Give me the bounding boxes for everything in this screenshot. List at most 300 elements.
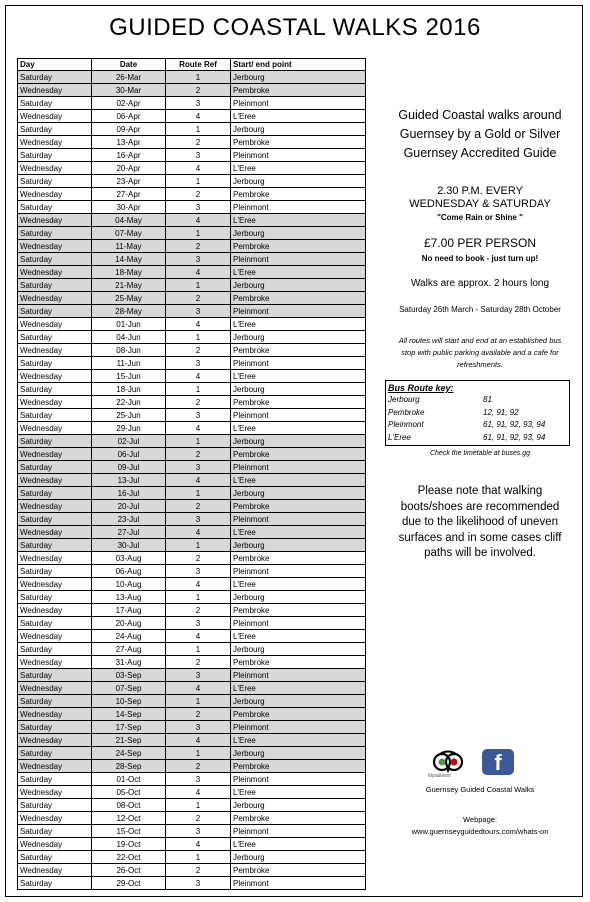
cell-route-ref: 4 [166, 682, 231, 695]
cell-start-end-point: Pleinmont [231, 97, 366, 110]
table-row [18, 773, 366, 786]
facebook-page-name: Guernsey Guided Coastal Walks [425, 785, 535, 794]
cell-start-end-point: Jerbourg [231, 539, 366, 552]
cell-start-end-point: Pembroke [231, 760, 366, 773]
table-row [18, 253, 366, 266]
cell-day: Saturday [18, 877, 92, 890]
cell-date: 27-Aug [92, 643, 166, 656]
cell-day: Saturday [18, 383, 92, 396]
facebook-icon[interactable]: f [482, 749, 514, 775]
cell-route-ref: 1 [166, 643, 231, 656]
table-row [18, 747, 366, 760]
cell-route-ref: 4 [166, 370, 231, 383]
cell-day: Saturday [18, 565, 92, 578]
cell-route-ref: 4 [166, 266, 231, 279]
table-row [18, 812, 366, 825]
cell-start-end-point: Pleinmont [231, 513, 366, 526]
table-row [18, 721, 366, 734]
cell-day: Wednesday [18, 136, 92, 149]
table-row [18, 474, 366, 487]
cell-start-end-point: Pembroke [231, 500, 366, 513]
routes-note-line: All routes will start and end at an established bus [398, 336, 562, 345]
cell-date: 04-May [92, 214, 166, 227]
cell-route-ref: 1 [166, 175, 231, 188]
table-row [18, 123, 366, 136]
no-booking-note: No need to book - just turn up! [421, 254, 539, 263]
intro-line: Guernsey by a Gold or Silver [399, 127, 561, 141]
cell-day: Saturday [18, 357, 92, 370]
cell-route-ref: 2 [166, 292, 231, 305]
cell-route-ref: 2 [166, 84, 231, 97]
cell-date: 03-Aug [92, 552, 166, 565]
table-row [18, 84, 366, 97]
cell-day: Wednesday [18, 682, 92, 695]
page-title: GUIDED COASTAL WALKS 2016 [109, 14, 481, 41]
cell-route-ref: 1 [166, 383, 231, 396]
cell-day: Wednesday [18, 188, 92, 201]
cell-day: Wednesday [18, 84, 92, 97]
cell-route-ref: 2 [166, 240, 231, 253]
cell-start-end-point: Pleinmont [231, 721, 366, 734]
header-day: Day [18, 59, 92, 71]
route-buses: 12, 91, 92 [483, 407, 519, 417]
cell-date: 03-Sep [92, 669, 166, 682]
cell-date: 13-Jul [92, 474, 166, 487]
cell-start-end-point: Pleinmont [231, 149, 366, 162]
cell-start-end-point: L'Eree [231, 838, 366, 851]
bus-route-row [388, 419, 567, 432]
cell-day: Saturday [18, 487, 92, 500]
cell-route-ref: 3 [166, 825, 231, 838]
cell-route-ref: 3 [166, 669, 231, 682]
route-name: Pembroke [388, 407, 425, 417]
cell-date: 19-Oct [92, 838, 166, 851]
table-row [18, 851, 366, 864]
cell-day: Saturday [18, 747, 92, 760]
route-name: Jerbourg [388, 395, 420, 404]
table-row [18, 734, 366, 747]
times-line: 2.30 P.M. EVERY [437, 185, 523, 197]
cell-start-end-point: Pembroke [231, 552, 366, 565]
intro-text [380, 106, 580, 163]
cell-date: 17-Sep [92, 721, 166, 734]
cell-route-ref: 1 [166, 227, 231, 240]
cell-start-end-point: L'Eree [231, 630, 366, 643]
bus-route-row [388, 432, 567, 445]
cell-date: 14-May [92, 253, 166, 266]
cell-route-ref: 1 [166, 799, 231, 812]
cell-date: 07-May [92, 227, 166, 240]
cell-route-ref: 3 [166, 409, 231, 422]
cell-start-end-point: Jerbourg [231, 331, 366, 344]
cell-start-end-point: Jerbourg [231, 851, 366, 864]
cell-route-ref: 2 [166, 812, 231, 825]
cell-day: Saturday [18, 253, 92, 266]
cell-date: 02-Jul [92, 435, 166, 448]
route-buses: 61, 91, 92, 93, 94 [483, 420, 546, 429]
cell-start-end-point: Pleinmont [231, 357, 366, 370]
route-buses: 61, 91, 92, 93, 94 [483, 432, 546, 442]
price: £7.00 PER PERSON [423, 236, 537, 250]
cell-date: 23-Apr [92, 175, 166, 188]
cell-day: Wednesday [18, 266, 92, 279]
table-row [18, 513, 366, 526]
cell-day: Wednesday [18, 786, 92, 799]
cell-date: 30-Mar [92, 84, 166, 97]
cell-day: Saturday [18, 591, 92, 604]
cell-day: Wednesday [18, 578, 92, 591]
cell-start-end-point: Pleinmont [231, 201, 366, 214]
cell-start-end-point: Pleinmont [231, 409, 366, 422]
cell-day: Saturday [18, 435, 92, 448]
cell-day: Wednesday [18, 292, 92, 305]
cell-start-end-point: Pembroke [231, 188, 366, 201]
table-row [18, 552, 366, 565]
table-row [18, 370, 366, 383]
cell-date: 09-Apr [92, 123, 166, 136]
table-row [18, 799, 366, 812]
cell-date: 15-Oct [92, 825, 166, 838]
table-row [18, 630, 366, 643]
cell-date: 27-Jul [92, 526, 166, 539]
cell-day: Wednesday [18, 396, 92, 409]
cell-start-end-point: Jerbourg [231, 747, 366, 760]
cell-date: 24-Aug [92, 630, 166, 643]
cell-start-end-point: L'Eree [231, 578, 366, 591]
cell-day: Wednesday [18, 110, 92, 123]
cell-date: 06-Apr [92, 110, 166, 123]
cell-start-end-point: Pembroke [231, 708, 366, 721]
table-row [18, 656, 366, 669]
cell-day: Wednesday [18, 838, 92, 851]
timetable-note: Check the timetable at buses.gg [429, 450, 530, 457]
table-row [18, 175, 366, 188]
cell-day: Saturday [18, 201, 92, 214]
cell-day: Saturday [18, 123, 92, 136]
table-row [18, 344, 366, 357]
cell-route-ref: 2 [166, 188, 231, 201]
table-row [18, 487, 366, 500]
cell-route-ref: 4 [166, 110, 231, 123]
walk-times [380, 185, 580, 211]
cell-day: Wednesday [18, 604, 92, 617]
cell-date: 01-Oct [92, 773, 166, 786]
cell-route-ref: 1 [166, 539, 231, 552]
cell-date: 16-Jul [92, 487, 166, 500]
cell-day: Saturday [18, 513, 92, 526]
cell-date: 18-May [92, 266, 166, 279]
cell-day: Wednesday [18, 318, 92, 331]
cell-day: Wednesday [18, 422, 92, 435]
cell-date: 13-Apr [92, 136, 166, 149]
table-row [18, 357, 366, 370]
cell-start-end-point: Pleinmont [231, 617, 366, 630]
cell-date: 07-Sep [92, 682, 166, 695]
cell-route-ref: 4 [166, 630, 231, 643]
cell-start-end-point: Pembroke [231, 448, 366, 461]
cell-route-ref: 2 [166, 864, 231, 877]
cell-start-end-point: L'Eree [231, 162, 366, 175]
cell-day: Wednesday [18, 240, 92, 253]
cell-route-ref: 3 [166, 721, 231, 734]
routes-note [380, 335, 580, 371]
webpage-url[interactable]: www.guernseyguidedtours.com/whats-on [411, 827, 549, 836]
table-row [18, 435, 366, 448]
cell-route-ref: 2 [166, 136, 231, 149]
cell-route-ref: 3 [166, 461, 231, 474]
cell-date: 22-Oct [92, 851, 166, 864]
cell-start-end-point: L'Eree [231, 266, 366, 279]
cell-date: 06-Jul [92, 448, 166, 461]
table-row [18, 279, 366, 292]
cell-day: Wednesday [18, 864, 92, 877]
cell-start-end-point: Jerbourg [231, 279, 366, 292]
cell-start-end-point: Jerbourg [231, 695, 366, 708]
table-row [18, 578, 366, 591]
cell-route-ref: 3 [166, 513, 231, 526]
table-row [18, 396, 366, 409]
route-buses: 81 [483, 395, 492, 404]
cell-route-ref: 2 [166, 448, 231, 461]
cell-day: Wednesday [18, 474, 92, 487]
routes-note-line: refreshments. [457, 360, 503, 369]
table-row [18, 227, 366, 240]
header-start-end-point: Start/ end point [231, 59, 366, 71]
social-icons [428, 749, 522, 779]
table-row [18, 331, 366, 344]
table-row [18, 214, 366, 227]
cell-date: 20-Aug [92, 617, 166, 630]
table-row [18, 110, 366, 123]
cell-date: 08-Jun [92, 344, 166, 357]
cell-route-ref: 3 [166, 149, 231, 162]
cell-date: 29-Oct [92, 877, 166, 890]
table-row [18, 617, 366, 630]
cell-start-end-point: L'Eree [231, 214, 366, 227]
cell-date: 24-Sep [92, 747, 166, 760]
cell-route-ref: 2 [166, 708, 231, 721]
cell-route-ref: 4 [166, 318, 231, 331]
walk-schedule-table [17, 58, 366, 890]
cell-date: 04-Jun [92, 331, 166, 344]
cell-day: Wednesday [18, 526, 92, 539]
cell-date: 27-Apr [92, 188, 166, 201]
cell-start-end-point: Pleinmont [231, 825, 366, 838]
route-name: L'Eree [388, 432, 411, 442]
table-row [18, 682, 366, 695]
table-row [18, 786, 366, 799]
cell-route-ref: 1 [166, 851, 231, 864]
cell-route-ref: 1 [166, 435, 231, 448]
cell-day: Saturday [18, 331, 92, 344]
cell-day: Wednesday [18, 552, 92, 565]
cell-date: 14-Sep [92, 708, 166, 721]
cell-day: Saturday [18, 643, 92, 656]
cell-date: 28-Sep [92, 760, 166, 773]
webpage-label: Webpage: [462, 815, 498, 824]
cell-day: Wednesday [18, 448, 92, 461]
cell-route-ref: 2 [166, 500, 231, 513]
table-row [18, 461, 366, 474]
cell-start-end-point: Jerbourg [231, 71, 366, 84]
times-line: WEDNESDAY & SATURDAY [409, 198, 551, 210]
bus-route-row [388, 407, 567, 420]
table-row [18, 162, 366, 175]
cell-day: Saturday [18, 773, 92, 786]
cell-start-end-point: Jerbourg [231, 487, 366, 500]
cell-route-ref: 3 [166, 877, 231, 890]
cell-day: Saturday [18, 149, 92, 162]
cell-date: 20-Apr [92, 162, 166, 175]
cell-start-end-point: Pleinmont [231, 565, 366, 578]
cell-day: Wednesday [18, 656, 92, 669]
cell-date: 21-Sep [92, 734, 166, 747]
cell-route-ref: 3 [166, 201, 231, 214]
cell-start-end-point: Pleinmont [231, 669, 366, 682]
cell-date: 29-Jun [92, 422, 166, 435]
cell-route-ref: 3 [166, 305, 231, 318]
cell-day: Wednesday [18, 344, 92, 357]
cell-day: Saturday [18, 721, 92, 734]
table-row [18, 604, 366, 617]
header-date: Date [92, 59, 166, 71]
table-row [18, 318, 366, 331]
season-dates: Saturday 26th March - Saturday 28th October [399, 305, 561, 314]
cell-day: Saturday [18, 825, 92, 838]
table-row [18, 149, 366, 162]
cell-date: 21-May [92, 279, 166, 292]
cell-route-ref: 1 [166, 747, 231, 760]
tripadvisor-label: tripadvisor [428, 773, 452, 779]
table-row [18, 188, 366, 201]
cell-date: 30-Jul [92, 539, 166, 552]
cell-day: Wednesday [18, 734, 92, 747]
cell-start-end-point: Pleinmont [231, 877, 366, 890]
cell-start-end-point: Pembroke [231, 396, 366, 409]
duration-note: Walks are approx. 2 hours long [410, 278, 550, 289]
cell-route-ref: 2 [166, 656, 231, 669]
cell-start-end-point: Jerbourg [231, 643, 366, 656]
table-row [18, 97, 366, 110]
table-row [18, 526, 366, 539]
cell-route-ref: 4 [166, 838, 231, 851]
cell-date: 15-Jun [92, 370, 166, 383]
cell-start-end-point: Pembroke [231, 84, 366, 97]
table-row [18, 838, 366, 851]
cell-date: 30-Apr [92, 201, 166, 214]
table-row [18, 266, 366, 279]
cell-route-ref: 4 [166, 578, 231, 591]
cell-start-end-point: Jerbourg [231, 227, 366, 240]
cell-start-end-point: Pembroke [231, 864, 366, 877]
bus-route-row [388, 394, 567, 407]
cell-day: Wednesday [18, 760, 92, 773]
cell-day: Saturday [18, 461, 92, 474]
cell-route-ref: 4 [166, 526, 231, 539]
footwear-note [380, 484, 580, 562]
cell-date: 23-Jul [92, 513, 166, 526]
cell-date: 26-Oct [92, 864, 166, 877]
table-row [18, 877, 366, 890]
cell-route-ref: 2 [166, 760, 231, 773]
cell-day: Wednesday [18, 500, 92, 513]
cell-route-ref: 1 [166, 123, 231, 136]
table-row [18, 825, 366, 838]
cell-day: Saturday [18, 279, 92, 292]
table-row [18, 409, 366, 422]
cell-route-ref: 3 [166, 97, 231, 110]
cell-start-end-point: Pembroke [231, 812, 366, 825]
table-row [18, 500, 366, 513]
table-row [18, 383, 366, 396]
cell-day: Wednesday [18, 630, 92, 643]
cell-start-end-point: L'Eree [231, 682, 366, 695]
cell-day: Saturday [18, 175, 92, 188]
table-row [18, 669, 366, 682]
cell-date: 13-Aug [92, 591, 166, 604]
table-row [18, 422, 366, 435]
footwear-line: surfaces and in some cases cliff [398, 531, 562, 544]
cell-date: 06-Aug [92, 565, 166, 578]
footwear-line: due to the likelihood of uneven [401, 516, 558, 528]
cell-start-end-point: Pembroke [231, 344, 366, 357]
cell-day: Saturday [18, 305, 92, 318]
routes-note-line: stop with public parking available and a cafe for [401, 348, 559, 357]
cell-day: Saturday [18, 799, 92, 812]
cell-day: Saturday [18, 97, 92, 110]
cell-start-end-point: L'Eree [231, 318, 366, 331]
cell-date: 09-Jul [92, 461, 166, 474]
table-row [18, 240, 366, 253]
cell-route-ref: 2 [166, 604, 231, 617]
cell-date: 31-Aug [92, 656, 166, 669]
cell-route-ref: 3 [166, 565, 231, 578]
table-row [18, 760, 366, 773]
table-row [18, 695, 366, 708]
cell-route-ref: 3 [166, 253, 231, 266]
route-name: Pleinmont [388, 420, 424, 429]
cell-start-end-point: L'Eree [231, 734, 366, 747]
bus-key-title: Bus Route key: [388, 383, 454, 393]
cell-start-end-point: Jerbourg [231, 435, 366, 448]
footwear-line: boots/shoes are recommended [400, 500, 560, 513]
cell-route-ref: 3 [166, 773, 231, 786]
cell-start-end-point: L'Eree [231, 474, 366, 487]
table-header-row [18, 59, 366, 71]
cell-day: Saturday [18, 409, 92, 422]
cell-start-end-point: Pleinmont [231, 461, 366, 474]
cell-date: 10-Sep [92, 695, 166, 708]
cell-date: 28-May [92, 305, 166, 318]
cell-date: 10-Aug [92, 578, 166, 591]
cell-start-end-point: Pleinmont [231, 253, 366, 266]
table-row [18, 643, 366, 656]
cell-route-ref: 4 [166, 786, 231, 799]
cell-start-end-point: Jerbourg [231, 799, 366, 812]
cell-route-ref: 2 [166, 552, 231, 565]
table-row [18, 708, 366, 721]
webpage-info [380, 814, 580, 838]
cell-start-end-point: Pembroke [231, 240, 366, 253]
cell-start-end-point: L'Eree [231, 526, 366, 539]
table-row [18, 565, 366, 578]
table-row [18, 71, 366, 84]
cell-date: 26-Mar [92, 71, 166, 84]
cell-day: Saturday [18, 617, 92, 630]
cell-day: Saturday [18, 71, 92, 84]
cell-date: 25-Jun [92, 409, 166, 422]
cell-date: 22-Jun [92, 396, 166, 409]
